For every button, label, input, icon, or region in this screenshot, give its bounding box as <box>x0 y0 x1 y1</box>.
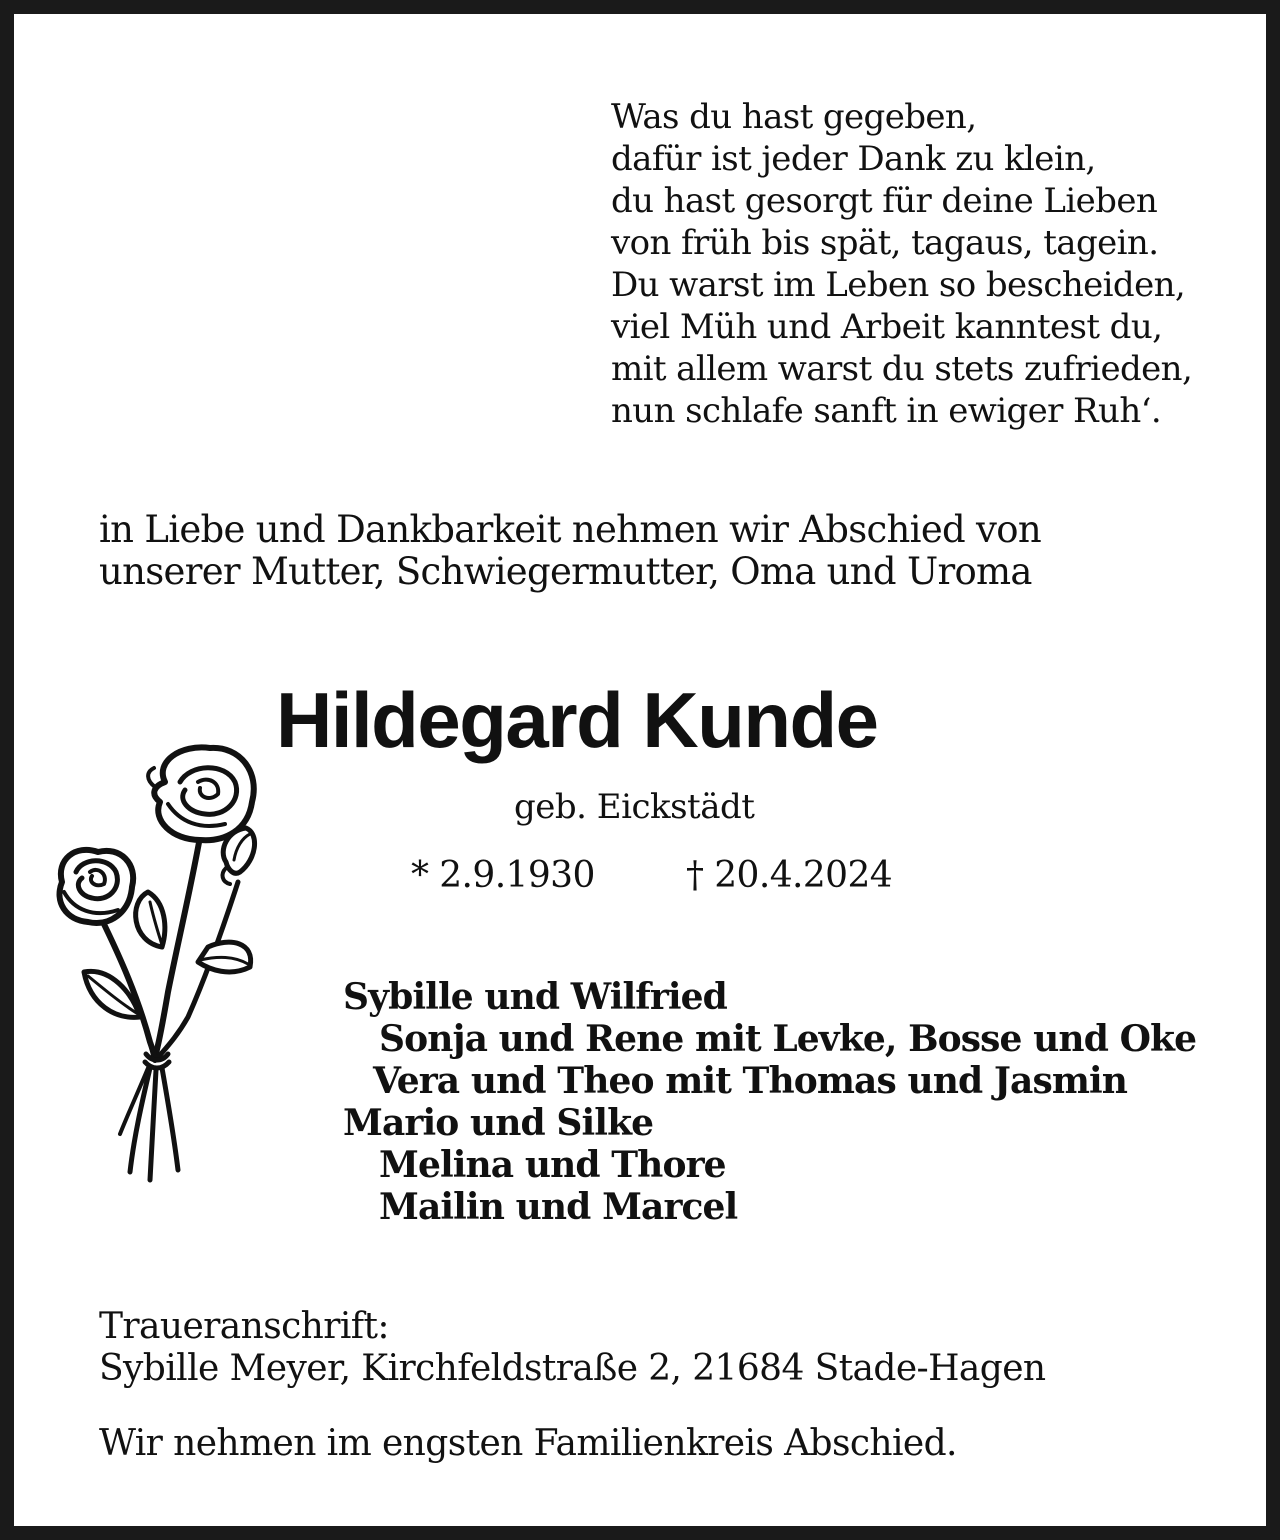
family-member-row: Sonja und Rene mit Levke, Bosse und Oke <box>379 1018 1197 1060</box>
poem <box>611 96 1192 432</box>
closing-note: Wir nehmen im engsten Familienkreis Abschied. <box>99 1423 957 1464</box>
address-line: Sybille Meyer, Kirchfeldstraße 2, 21684 Stade-Hagen <box>99 1348 1046 1389</box>
death-date: † 20.4.2024 <box>686 855 893 896</box>
poem-line: nun schlafe sanft in ewiger Ruh‘. <box>611 391 1162 431</box>
poem-line: dafür ist jeder Dank zu klein, <box>611 139 1096 179</box>
family-list <box>343 976 1196 1228</box>
family-member-row: Mario und Silke <box>343 1102 654 1144</box>
address-label: Traueranschrift: <box>99 1306 389 1347</box>
family-member-row: Mailin und Marcel <box>379 1186 738 1228</box>
poem-line: du hast gesorgt für deine Lieben <box>611 181 1158 221</box>
family-member-row: Melina und Thore <box>379 1144 726 1186</box>
poem-line: von früh bis spät, tagaus, tagein. <box>611 223 1159 263</box>
poem-line: Was du hast gegeben, <box>611 97 977 137</box>
intro-line: unserer Mutter, Schwiegermutter, Oma und Uroma <box>99 550 1032 593</box>
birth-date: * 2.9.1930 <box>411 855 595 896</box>
poem-line: viel Müh und Arbeit kanntest du, <box>611 307 1163 347</box>
maiden-name: geb. Eickstädt <box>514 787 755 827</box>
poem-line: Du warst im Leben so bescheiden, <box>611 265 1186 305</box>
family-member-row: Vera und Theo mit Thomas und Jasmin <box>373 1060 1128 1102</box>
intro-text <box>99 509 1041 593</box>
mourning-address <box>99 1306 1046 1390</box>
family-member-row: Sybille und Wilfried <box>343 976 727 1018</box>
deceased-name: Hildegard Kunde <box>276 676 878 764</box>
poem-line: mit allem warst du stets zufrieden, <box>611 349 1193 389</box>
intro-line: in Liebe und Dankbarkeit nehmen wir Abschied von <box>99 508 1041 551</box>
rose-bouquet-icon <box>50 742 260 1187</box>
